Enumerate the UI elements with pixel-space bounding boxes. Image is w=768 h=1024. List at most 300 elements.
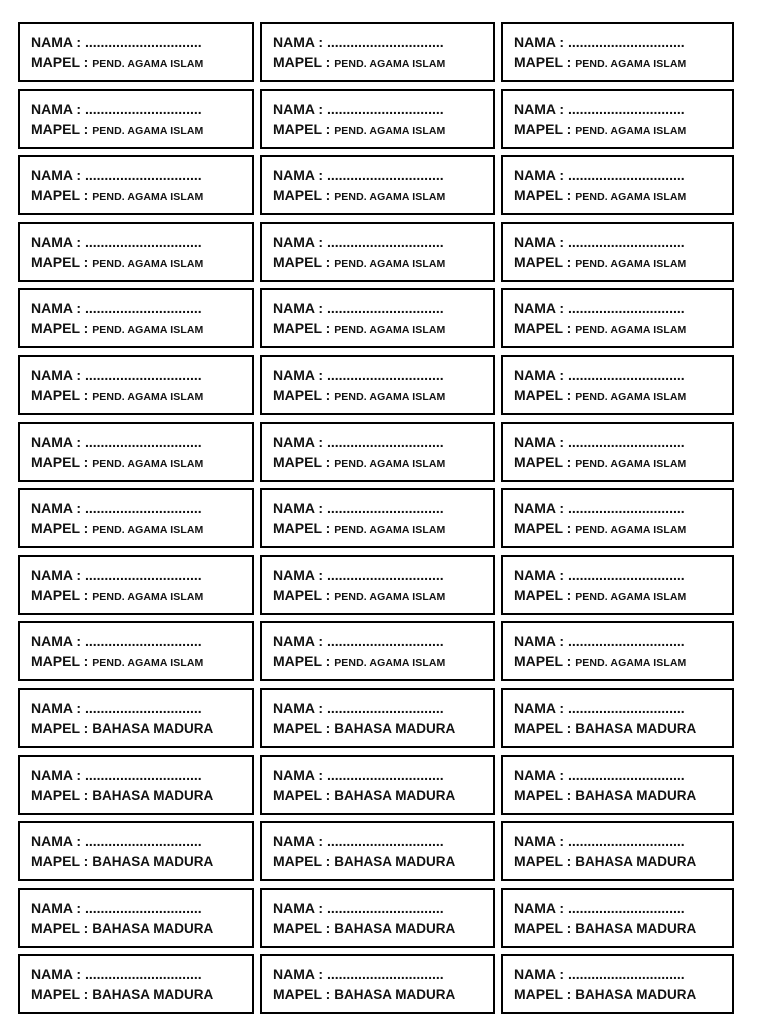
subject-label-text: MAPEL bbox=[273, 187, 322, 204]
name-line bbox=[31, 831, 252, 851]
subject-label-text: MAPEL bbox=[514, 653, 563, 670]
subject-line bbox=[31, 452, 252, 474]
name-label-card bbox=[260, 422, 495, 482]
name-placeholder: .............................. bbox=[84, 300, 202, 317]
subject-value: PEND. AGAMA ISLAM bbox=[92, 590, 204, 603]
separator-text: : bbox=[325, 853, 331, 870]
name-placeholder: .............................. bbox=[84, 366, 202, 383]
name-label-card bbox=[260, 155, 495, 215]
name-line bbox=[273, 165, 493, 185]
separator-text: : bbox=[566, 54, 572, 70]
name-label-card bbox=[260, 755, 495, 815]
separator-text: : bbox=[318, 500, 324, 517]
separator-text: : bbox=[559, 34, 565, 50]
separator-text: : bbox=[325, 653, 331, 670]
separator-text: : bbox=[559, 966, 565, 983]
name-label-text: NAMA bbox=[273, 433, 315, 450]
name-placeholder: .............................. bbox=[567, 566, 685, 583]
separator-text: : bbox=[83, 520, 89, 537]
separator-text: : bbox=[83, 853, 89, 870]
name-placeholder: .............................. bbox=[567, 899, 685, 916]
separator-text: : bbox=[76, 433, 82, 450]
name-label-text: NAMA bbox=[273, 34, 315, 50]
subject-label-text: MAPEL bbox=[31, 120, 80, 137]
subject-value: BAHASA MADURA bbox=[575, 920, 697, 936]
name-label-text: NAMA bbox=[273, 500, 315, 517]
name-placeholder: .............................. bbox=[567, 167, 685, 184]
subject-label-text: MAPEL bbox=[31, 986, 80, 1003]
name-label-card bbox=[260, 22, 495, 82]
subject-line bbox=[31, 585, 252, 607]
name-label-text: NAMA bbox=[31, 300, 73, 317]
name-line bbox=[514, 298, 732, 318]
subject-line bbox=[31, 318, 252, 340]
name-placeholder: .............................. bbox=[326, 100, 444, 117]
name-label-card bbox=[260, 89, 495, 149]
name-label-text: NAMA bbox=[273, 233, 315, 250]
name-line bbox=[31, 99, 252, 119]
name-line bbox=[514, 498, 732, 518]
name-line bbox=[514, 232, 732, 252]
subject-line bbox=[31, 651, 252, 673]
name-label-card bbox=[18, 621, 254, 681]
name-label-card bbox=[501, 755, 734, 815]
name-placeholder: .............................. bbox=[326, 500, 444, 517]
subject-line bbox=[273, 785, 493, 806]
subject-value: BAHASA MADURA bbox=[334, 787, 456, 803]
name-placeholder: .............................. bbox=[567, 233, 685, 250]
name-placeholder: .............................. bbox=[567, 300, 685, 317]
name-placeholder: .............................. bbox=[326, 167, 444, 184]
subject-label-text: MAPEL bbox=[514, 54, 563, 70]
subject-line bbox=[514, 318, 732, 340]
separator-text: : bbox=[566, 986, 572, 1003]
name-label-card bbox=[260, 488, 495, 548]
name-placeholder: .............................. bbox=[84, 433, 202, 450]
name-label-card bbox=[18, 488, 254, 548]
name-placeholder: .............................. bbox=[567, 966, 685, 983]
subject-line bbox=[514, 119, 732, 141]
name-line bbox=[514, 99, 732, 119]
subject-label-text: MAPEL bbox=[273, 54, 322, 70]
subject-value: PEND. AGAMA ISLAM bbox=[92, 457, 204, 470]
name-line bbox=[273, 565, 493, 585]
name-label-text: NAMA bbox=[31, 366, 73, 383]
name-label-text: NAMA bbox=[514, 167, 556, 184]
subject-value: PEND. AGAMA ISLAM bbox=[575, 257, 687, 270]
name-line bbox=[31, 898, 252, 918]
separator-text: : bbox=[76, 966, 82, 983]
subject-label-text: MAPEL bbox=[514, 320, 563, 337]
subject-label-text: MAPEL bbox=[273, 653, 322, 670]
subject-line bbox=[273, 185, 493, 207]
name-label-text: NAMA bbox=[514, 433, 556, 450]
separator-text: : bbox=[83, 120, 89, 137]
name-placeholder: .............................. bbox=[84, 233, 202, 250]
subject-label-text: MAPEL bbox=[514, 786, 563, 803]
subject-label-text: MAPEL bbox=[31, 919, 80, 936]
subject-label-text: MAPEL bbox=[273, 919, 322, 936]
name-placeholder: .............................. bbox=[84, 100, 202, 117]
separator-text: : bbox=[566, 653, 572, 670]
name-label-card bbox=[260, 288, 495, 348]
separator-text: : bbox=[325, 986, 331, 1003]
name-label-card bbox=[501, 821, 734, 881]
name-label-card bbox=[18, 821, 254, 881]
name-label-card bbox=[501, 888, 734, 948]
subject-line bbox=[31, 119, 252, 141]
separator-text: : bbox=[83, 719, 89, 736]
name-label-card bbox=[18, 954, 254, 1014]
separator-text: : bbox=[76, 633, 82, 650]
name-label-text: NAMA bbox=[273, 833, 315, 850]
separator-text: : bbox=[559, 100, 565, 117]
subject-value: PEND. AGAMA ISLAM bbox=[92, 191, 204, 204]
subject-value: PEND. AGAMA ISLAM bbox=[92, 657, 204, 670]
subject-label-text: MAPEL bbox=[273, 520, 322, 537]
subject-value: PEND. AGAMA ISLAM bbox=[334, 324, 446, 337]
name-line bbox=[273, 298, 493, 318]
separator-text: : bbox=[318, 366, 324, 383]
name-label-text: NAMA bbox=[273, 633, 315, 650]
separator-text: : bbox=[83, 986, 89, 1003]
separator-text: : bbox=[76, 766, 82, 783]
name-label-card bbox=[18, 155, 254, 215]
name-label-card bbox=[18, 688, 254, 748]
name-label-text: NAMA bbox=[31, 566, 73, 583]
name-placeholder: .............................. bbox=[326, 833, 444, 850]
name-placeholder: .............................. bbox=[84, 633, 202, 650]
subject-line bbox=[273, 252, 493, 274]
subject-label-text: MAPEL bbox=[273, 986, 322, 1003]
subject-label-text: MAPEL bbox=[514, 986, 563, 1003]
subject-label-text: MAPEL bbox=[273, 120, 322, 137]
separator-text: : bbox=[559, 433, 565, 450]
name-label-text: NAMA bbox=[273, 167, 315, 184]
subject-label-text: MAPEL bbox=[273, 586, 322, 603]
name-line bbox=[273, 498, 493, 518]
subject-label-text: MAPEL bbox=[31, 453, 80, 470]
name-label-text: NAMA bbox=[514, 566, 556, 583]
subject-value: PEND. AGAMA ISLAM bbox=[575, 457, 687, 470]
subject-line bbox=[514, 252, 732, 274]
subject-line bbox=[273, 385, 493, 407]
name-line bbox=[514, 831, 732, 851]
name-label-text: NAMA bbox=[514, 833, 556, 850]
separator-text: : bbox=[318, 566, 324, 583]
subject-value: BAHASA MADURA bbox=[92, 987, 214, 1003]
separator-text: : bbox=[76, 699, 82, 716]
name-line bbox=[514, 165, 732, 185]
name-label-text: NAMA bbox=[273, 899, 315, 916]
separator-text: : bbox=[559, 366, 565, 383]
subject-line bbox=[514, 851, 732, 872]
separator-text: : bbox=[76, 899, 82, 916]
separator-text: : bbox=[325, 187, 331, 204]
name-line bbox=[514, 964, 732, 984]
name-placeholder: .............................. bbox=[84, 34, 202, 50]
name-line bbox=[31, 32, 252, 52]
name-label-text: NAMA bbox=[514, 966, 556, 983]
separator-text: : bbox=[325, 54, 331, 70]
name-label-card bbox=[501, 621, 734, 681]
separator-text: : bbox=[318, 433, 324, 450]
name-label-card bbox=[501, 288, 734, 348]
subject-line bbox=[31, 252, 252, 274]
subject-value: BAHASA MADURA bbox=[92, 920, 214, 936]
subject-line bbox=[273, 851, 493, 872]
name-placeholder: .............................. bbox=[326, 433, 444, 450]
separator-text: : bbox=[559, 566, 565, 583]
name-label-text: NAMA bbox=[31, 233, 73, 250]
name-line bbox=[273, 32, 493, 52]
subject-line bbox=[514, 185, 732, 207]
separator-text: : bbox=[566, 853, 572, 870]
subject-line bbox=[273, 518, 493, 540]
separator-text: : bbox=[325, 120, 331, 137]
separator-text: : bbox=[566, 520, 572, 537]
separator-text: : bbox=[559, 899, 565, 916]
name-line bbox=[31, 432, 252, 452]
subject-line bbox=[273, 52, 493, 74]
separator-text: : bbox=[76, 167, 82, 184]
name-label-card bbox=[18, 422, 254, 482]
separator-text: : bbox=[76, 566, 82, 583]
name-line bbox=[31, 964, 252, 984]
separator-text: : bbox=[83, 386, 89, 403]
name-line bbox=[514, 898, 732, 918]
subject-value: BAHASA MADURA bbox=[334, 987, 456, 1003]
name-line bbox=[273, 831, 493, 851]
name-line bbox=[273, 964, 493, 984]
name-label-card bbox=[18, 755, 254, 815]
separator-text: : bbox=[325, 320, 331, 337]
name-placeholder: .............................. bbox=[567, 100, 685, 117]
name-line bbox=[31, 365, 252, 385]
name-label-text: NAMA bbox=[31, 833, 73, 850]
subject-line bbox=[514, 785, 732, 806]
subject-line bbox=[31, 785, 252, 806]
separator-text: : bbox=[559, 766, 565, 783]
name-label-text: NAMA bbox=[514, 766, 556, 783]
subject-value: PEND. AGAMA ISLAM bbox=[575, 191, 687, 204]
subject-value: PEND. AGAMA ISLAM bbox=[575, 390, 687, 403]
subject-label-text: MAPEL bbox=[31, 853, 80, 870]
subject-value: PEND. AGAMA ISLAM bbox=[92, 124, 204, 137]
subject-value: PEND. AGAMA ISLAM bbox=[92, 524, 204, 537]
subject-line bbox=[273, 585, 493, 607]
subject-label-text: MAPEL bbox=[31, 653, 80, 670]
name-placeholder: .............................. bbox=[84, 699, 202, 716]
name-line bbox=[273, 698, 493, 718]
subject-value: BAHASA MADURA bbox=[575, 987, 697, 1003]
name-line bbox=[514, 432, 732, 452]
name-label-text: NAMA bbox=[273, 300, 315, 317]
subject-line bbox=[273, 119, 493, 141]
name-line bbox=[273, 365, 493, 385]
subject-value: PEND. AGAMA ISLAM bbox=[92, 324, 204, 337]
subject-line bbox=[273, 318, 493, 340]
subject-line bbox=[514, 518, 732, 540]
name-label-card bbox=[501, 222, 734, 282]
name-placeholder: .............................. bbox=[326, 633, 444, 650]
separator-text: : bbox=[325, 586, 331, 603]
subject-value: PEND. AGAMA ISLAM bbox=[334, 390, 446, 403]
separator-text: : bbox=[566, 919, 572, 936]
separator-text: : bbox=[76, 366, 82, 383]
subject-label-text: MAPEL bbox=[273, 786, 322, 803]
subject-value: PEND. AGAMA ISLAM bbox=[575, 58, 687, 70]
name-label-text: NAMA bbox=[514, 366, 556, 383]
subject-value: BAHASA MADURA bbox=[92, 720, 214, 736]
separator-text: : bbox=[83, 54, 89, 70]
subject-value: PEND. AGAMA ISLAM bbox=[575, 324, 687, 337]
name-line bbox=[514, 631, 732, 651]
subject-value: BAHASA MADURA bbox=[92, 787, 214, 803]
name-line bbox=[273, 631, 493, 651]
name-label-card bbox=[260, 954, 495, 1014]
separator-text: : bbox=[318, 167, 324, 184]
subject-line bbox=[514, 984, 732, 1005]
name-label-card bbox=[501, 355, 734, 415]
separator-text: : bbox=[325, 919, 331, 936]
separator-text: : bbox=[318, 899, 324, 916]
name-label-text: NAMA bbox=[514, 300, 556, 317]
name-placeholder: .............................. bbox=[326, 34, 444, 50]
name-label-card bbox=[260, 222, 495, 282]
subject-label-text: MAPEL bbox=[514, 187, 563, 204]
name-label-card bbox=[501, 22, 734, 82]
subject-label-text: MAPEL bbox=[31, 187, 80, 204]
name-label-text: NAMA bbox=[31, 766, 73, 783]
name-label-card bbox=[18, 355, 254, 415]
name-placeholder: .............................. bbox=[326, 566, 444, 583]
subject-label-text: MAPEL bbox=[31, 586, 80, 603]
separator-text: : bbox=[318, 766, 324, 783]
subject-value: PEND. AGAMA ISLAM bbox=[575, 590, 687, 603]
name-label-text: NAMA bbox=[273, 699, 315, 716]
separator-text: : bbox=[83, 586, 89, 603]
name-placeholder: .............................. bbox=[84, 966, 202, 983]
name-label-card bbox=[260, 688, 495, 748]
subject-label-text: MAPEL bbox=[514, 853, 563, 870]
separator-text: : bbox=[566, 253, 572, 270]
name-line bbox=[514, 32, 732, 52]
name-placeholder: .............................. bbox=[567, 766, 685, 783]
separator-text: : bbox=[83, 253, 89, 270]
name-line bbox=[273, 765, 493, 785]
name-label-card bbox=[501, 89, 734, 149]
subject-value: BAHASA MADURA bbox=[575, 720, 697, 736]
subject-line bbox=[31, 851, 252, 872]
separator-text: : bbox=[566, 586, 572, 603]
subject-line bbox=[273, 452, 493, 474]
name-label-card bbox=[18, 22, 254, 82]
name-line bbox=[514, 565, 732, 585]
name-label-text: NAMA bbox=[514, 100, 556, 117]
subject-label-text: MAPEL bbox=[514, 386, 563, 403]
subject-label-text: MAPEL bbox=[514, 453, 563, 470]
name-label-text: NAMA bbox=[514, 633, 556, 650]
name-placeholder: .............................. bbox=[84, 899, 202, 916]
name-label-text: NAMA bbox=[31, 500, 73, 517]
separator-text: : bbox=[325, 520, 331, 537]
name-placeholder: .............................. bbox=[326, 300, 444, 317]
name-placeholder: .............................. bbox=[567, 633, 685, 650]
separator-text: : bbox=[83, 453, 89, 470]
separator-text: : bbox=[83, 187, 89, 204]
separator-text: : bbox=[76, 233, 82, 250]
name-line bbox=[31, 232, 252, 252]
name-line bbox=[514, 765, 732, 785]
separator-text: : bbox=[76, 500, 82, 517]
separator-text: : bbox=[566, 453, 572, 470]
subject-value: PEND. AGAMA ISLAM bbox=[334, 590, 446, 603]
name-label-text: NAMA bbox=[273, 766, 315, 783]
subject-label-text: MAPEL bbox=[514, 253, 563, 270]
subject-label-text: MAPEL bbox=[273, 453, 322, 470]
name-placeholder: .............................. bbox=[84, 766, 202, 783]
name-label-card bbox=[260, 888, 495, 948]
name-placeholder: .............................. bbox=[567, 366, 685, 383]
subject-line bbox=[273, 984, 493, 1005]
subject-value: PEND. AGAMA ISLAM bbox=[92, 390, 204, 403]
name-line bbox=[273, 232, 493, 252]
separator-text: : bbox=[83, 786, 89, 803]
name-line bbox=[273, 99, 493, 119]
subject-label-text: MAPEL bbox=[514, 120, 563, 137]
name-label-text: NAMA bbox=[514, 34, 556, 50]
name-label-card bbox=[18, 89, 254, 149]
subject-value: PEND. AGAMA ISLAM bbox=[334, 657, 446, 670]
subject-line bbox=[514, 718, 732, 739]
separator-text: : bbox=[566, 386, 572, 403]
subject-line bbox=[31, 984, 252, 1005]
name-line bbox=[31, 165, 252, 185]
subject-label-text: MAPEL bbox=[31, 520, 80, 537]
name-label-text: NAMA bbox=[514, 500, 556, 517]
separator-text: : bbox=[559, 300, 565, 317]
name-line bbox=[31, 298, 252, 318]
separator-text: : bbox=[559, 633, 565, 650]
subject-line bbox=[273, 918, 493, 939]
subject-value: PEND. AGAMA ISLAM bbox=[334, 191, 446, 204]
name-placeholder: .............................. bbox=[84, 566, 202, 583]
subject-value: PEND. AGAMA ISLAM bbox=[334, 58, 446, 70]
name-label-text: NAMA bbox=[514, 233, 556, 250]
subject-label-text: MAPEL bbox=[273, 320, 322, 337]
subject-value: BAHASA MADURA bbox=[334, 854, 456, 870]
separator-text: : bbox=[318, 633, 324, 650]
name-label-text: NAMA bbox=[31, 34, 73, 50]
name-label-text: NAMA bbox=[31, 167, 73, 184]
subject-value: PEND. AGAMA ISLAM bbox=[575, 657, 687, 670]
subject-label-text: MAPEL bbox=[31, 719, 80, 736]
subject-label-text: MAPEL bbox=[273, 853, 322, 870]
separator-text: : bbox=[325, 386, 331, 403]
name-label-text: NAMA bbox=[31, 433, 73, 450]
name-line bbox=[31, 698, 252, 718]
name-label-text: NAMA bbox=[514, 899, 556, 916]
name-placeholder: .............................. bbox=[567, 699, 685, 716]
name-label-text: NAMA bbox=[273, 566, 315, 583]
subject-label-text: MAPEL bbox=[31, 386, 80, 403]
name-line bbox=[31, 765, 252, 785]
subject-value: BAHASA MADURA bbox=[575, 787, 697, 803]
name-label-text: NAMA bbox=[31, 633, 73, 650]
name-label-card bbox=[260, 355, 495, 415]
subject-line bbox=[31, 185, 252, 207]
